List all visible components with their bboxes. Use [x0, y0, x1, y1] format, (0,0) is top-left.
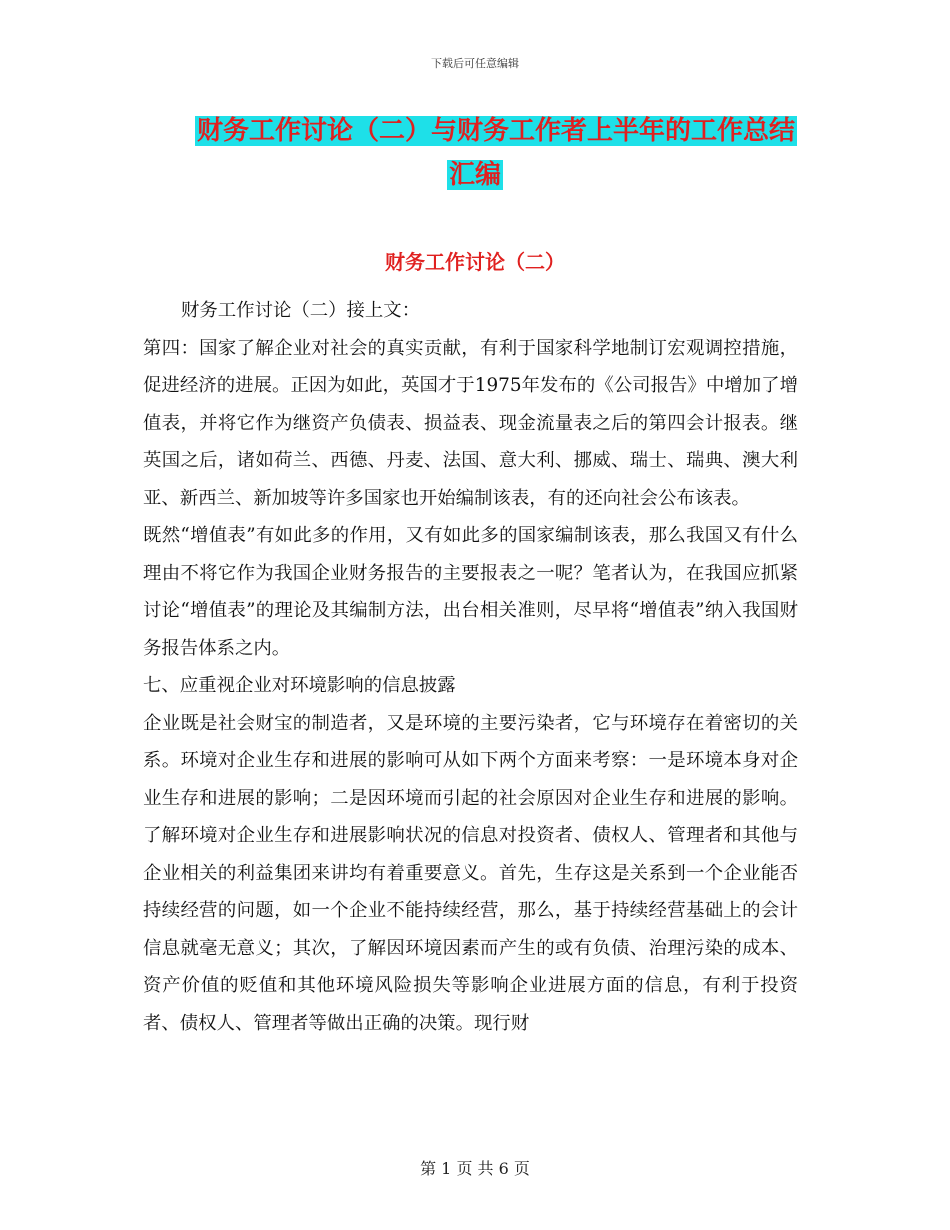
title-line-1: 财务工作讨论（二）与财务工作者上半年的工作总结: [197, 116, 796, 146]
paragraph: 企业既是社会财宝的制造者，又是环境的主要污染者，它与环境存在着密切的关系。环境对企业生存和进展的影响可从如下两个方面来考察：一是环境本身对企业生存和进展的影响；二是因环境而引起的社会原因对企业生存和进展的影响。了解环境对企业生存和进展影响状况的信息对投资者、债权人、管理者和其他与企业相关的利益集团来讲均有着重要意义。首先，生存这是关系到一个企业能否持续经营的问题，如一个企业不能持续经营，那么，基于持续经营基础上的会计信息就毫无意义；其次，了解因环境因素而产生的或有负债、治理污染的成本、资产价值的贬值和其他环境风险损失等影响企业进展方面的信息，有利于投资者、债权人、管理者等做出正确的决策。现行财: [143, 712, 798, 1034]
body-text: [143, 292, 798, 1042]
paragraph: 第四：国家了解企业对社会的真实贡献，有利于国家科学地制订宏观调控措施，促进经济的进展。正因为如此，英国才于1975年发布的《公司报告》中增加了增值表，并将它作为继资产负债表、损益表、现金流量表之后的第四会计报表。继英国之后，诸如荷兰、西德、丹麦、法国、意大利、挪威、瑞士、瑞典、澳大利亚、新西兰、新加坡等许多国家也开始编制该表，有的还向社会公布该表。: [143, 337, 798, 509]
title-line-2: 汇编: [448, 160, 501, 190]
section-subtitle: 财务工作讨论（二）: [385, 250, 565, 274]
paragraph: 既然“增值表”有如此多的作用，又有如此多的国家编制该表，那么我国又有什么理由不将它作为我国企业财务报告的主要报表之一呢？笔者认为，在我国应抓紧讨论“增值表”的理论及其编制方法，出台相关准则，尽早将“增值表”纳入我国财务报告体系之内。: [143, 525, 798, 659]
section-heading: 七、应重视企业对环境影响的信息披露: [143, 675, 456, 696]
paragraph-intro: 财务工作讨论（二）接上文：: [181, 300, 421, 321]
header-note: 下载后可任意编辑: [431, 57, 519, 70]
page-footer: 第 1 页 共 6 页: [420, 1159, 530, 1178]
